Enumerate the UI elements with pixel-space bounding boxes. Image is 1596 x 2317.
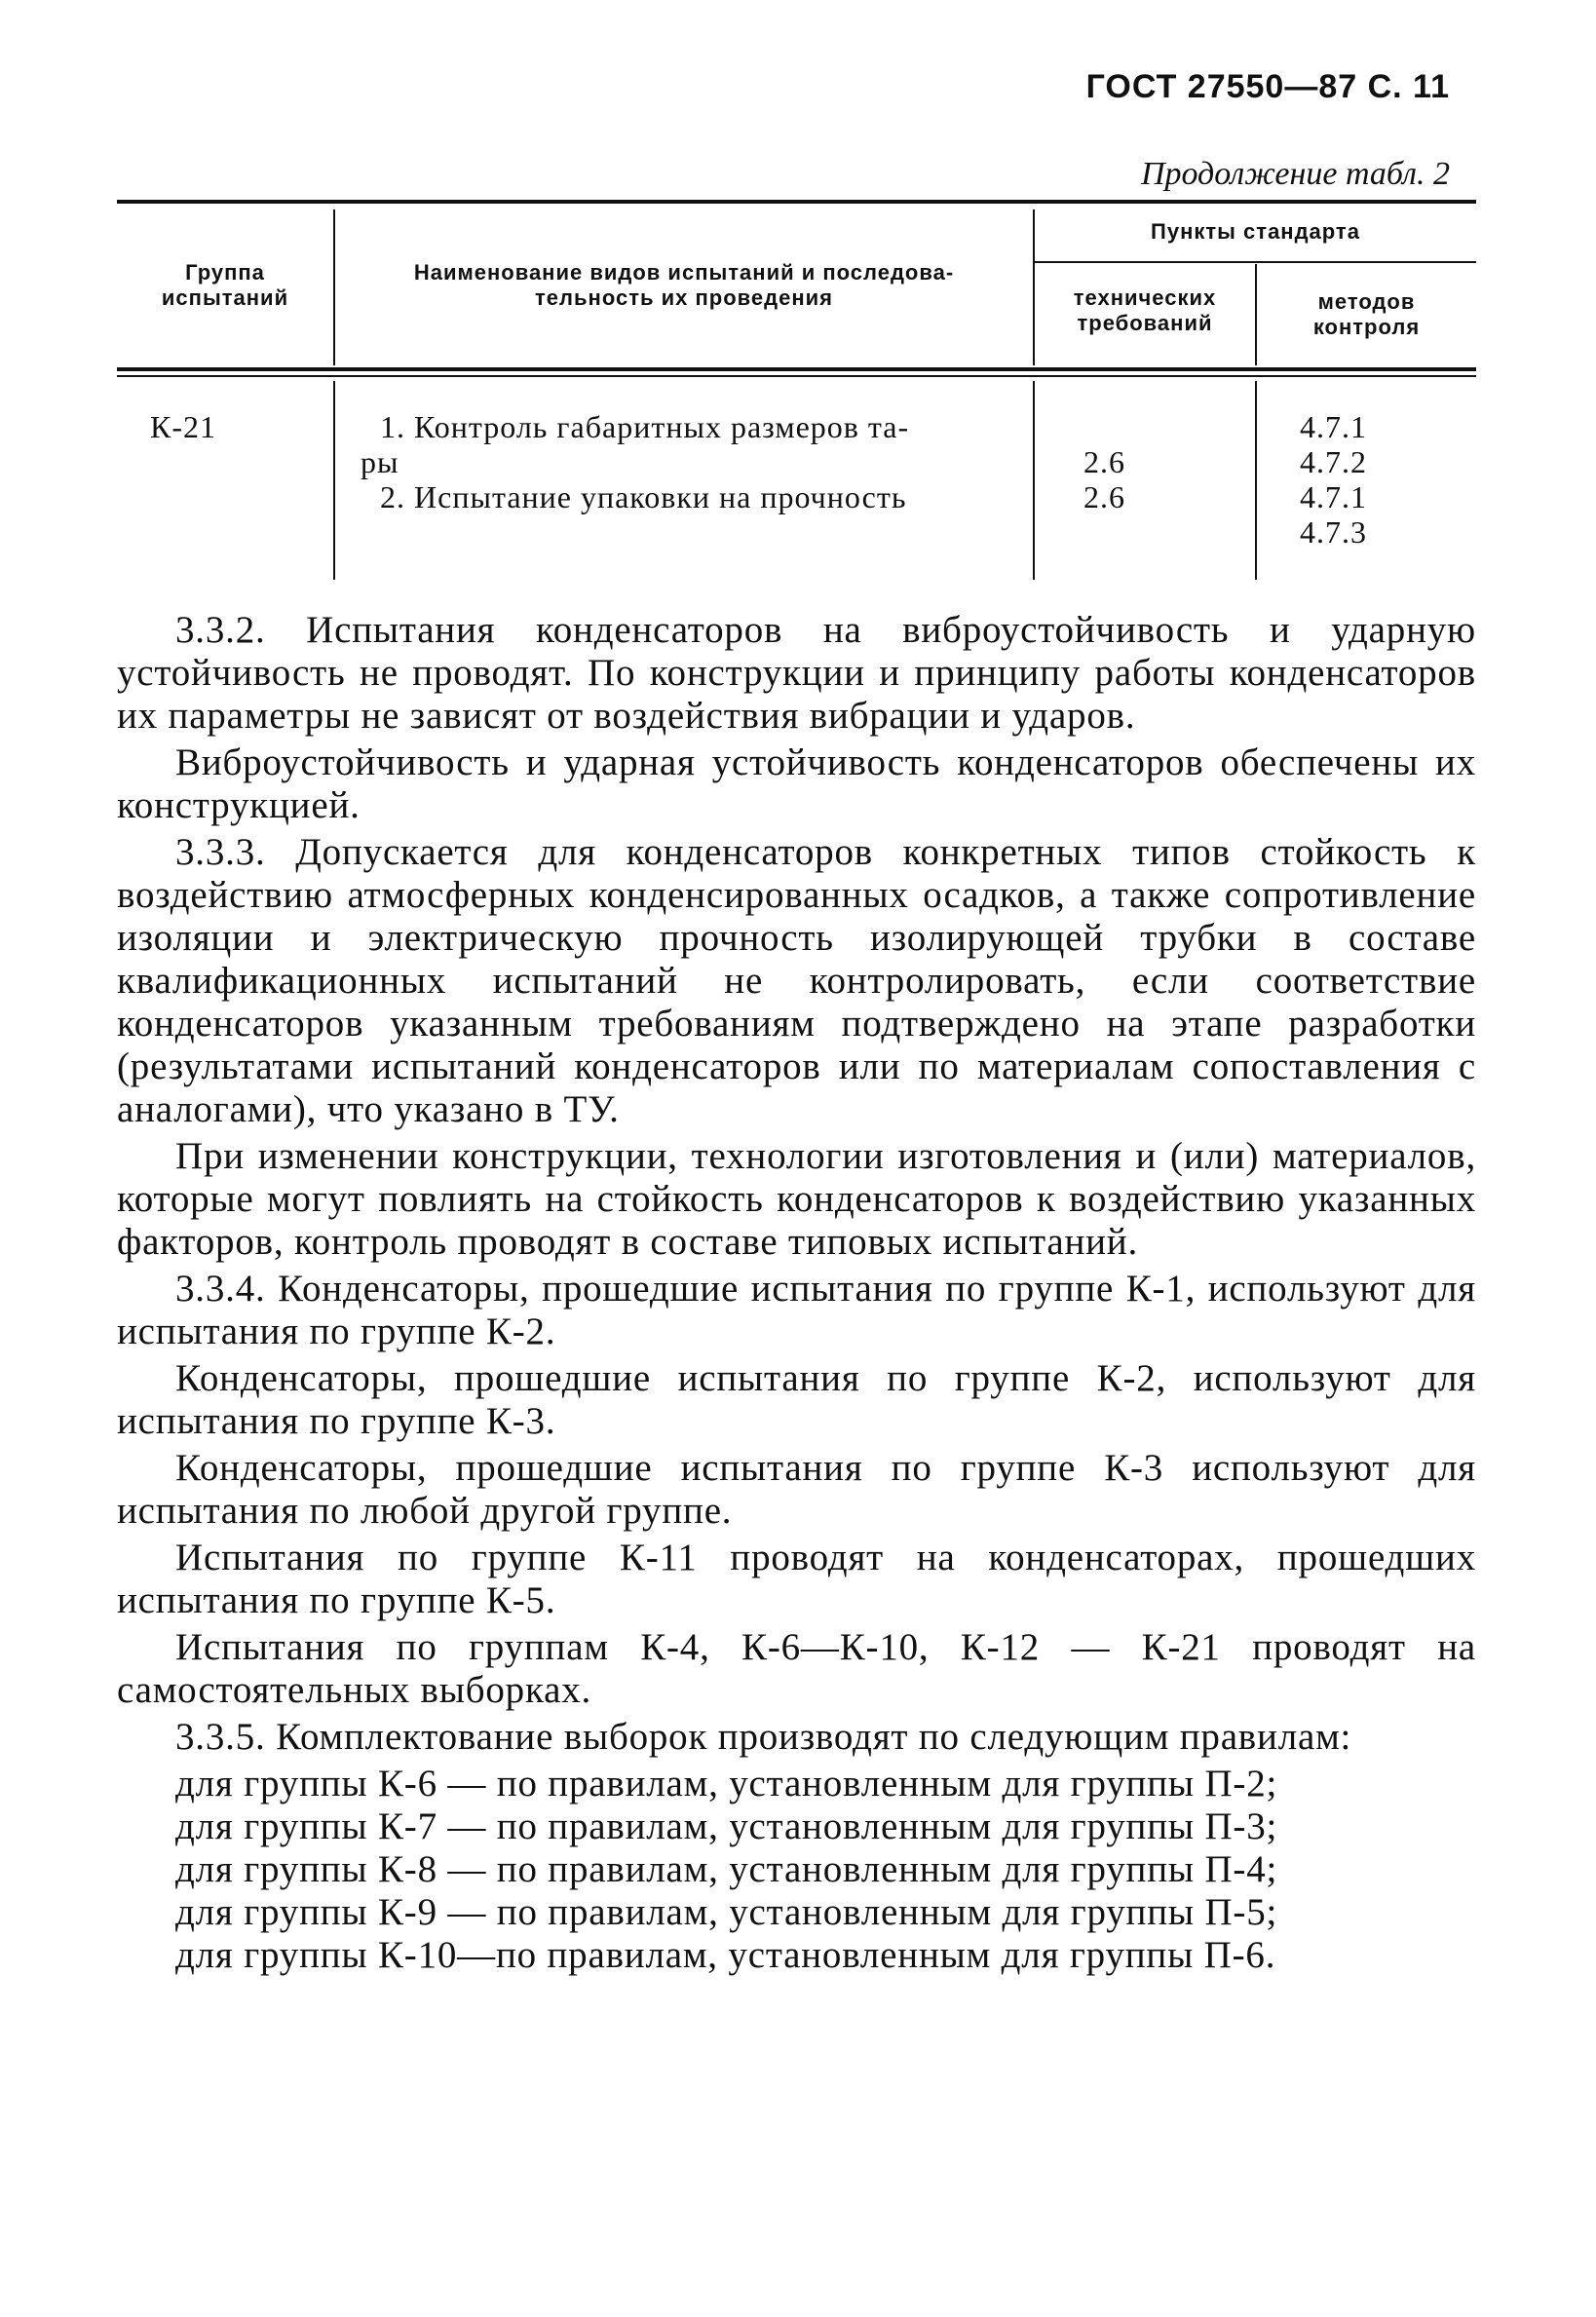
rule-k6: для группы К-6 — по правилам, установленным для группы П-2; xyxy=(175,1763,1278,1804)
table-continuation-caption: Продолжение табл. 2 xyxy=(1140,156,1450,192)
header-control-methods: методов контроля xyxy=(1312,289,1421,339)
paragraph-3-3-3: 3.3.3. Допускается для конденсаторов конкретных типов стойкость к воздействию атмосферных конденсированных осадков, а также сопротивление изоляции и электрическую прочность изолирующей трубки в составе квалификационных испытаний не контролировать, если соответствие конденсаторов указанным требованиям подтверждено на этапе разработки (результатами испытаний конденсаторов или по материалам сопоставления с аналогами), что указано в ТУ. xyxy=(117,831,1476,1130)
paragraph-3-3-2: 3.3.2. Испытания конденсаторов на виброустойчивость и ударную устойчивость не проводят. По конструкции и принципу работы конденсаторов их параметры не зависят от воздействия вибрации и ударов. xyxy=(117,609,1476,737)
rule-k9: для группы К-9 — по правилам, установленным для группы П-5; xyxy=(175,1891,1278,1933)
row-test-items xyxy=(361,409,910,514)
subheader-rule xyxy=(1033,261,1476,263)
col-divider-2-body xyxy=(1033,381,1035,580)
header-test-name: Наименование видов испытаний и последова- тельность их проведения xyxy=(413,260,955,310)
paragraph-design-change: При изменении конструкции, технологии изготовления и (или) материалов, которые могут повлиять на стойкость конденсаторов к воздействию указанных факторов, контроль проводят в составе типовых испытаний. xyxy=(117,1135,1476,1263)
table-top-rule xyxy=(117,200,1476,204)
paragraph-vibration: Виброустойчивость и ударная устойчивость конденсаторов обеспечены их конструкцией. xyxy=(117,741,1476,826)
paragraph-3-3-4: 3.3.4. Конденсаторы, прошедшие испытания по группе К-1, используют для испытания по группе К-2. xyxy=(117,1268,1476,1352)
test-item-1: 1. Контроль габаритных размеров та- xyxy=(380,409,910,444)
col-divider-1-body xyxy=(333,381,335,580)
col-divider-3-body xyxy=(1255,381,1257,580)
page-header: ГОСТ 27550—87 С. 11 xyxy=(1085,68,1450,105)
paragraph-k2: Конденсаторы, прошедшие испытания по группе К-2, используют для испытания по группе К-3. xyxy=(117,1357,1476,1442)
paragraph-k11: Испытания по группе К-11 проводят на конденсаторах, прошедших испытания по группе К-5. xyxy=(117,1537,1476,1621)
test-item-1-cont: ры xyxy=(361,444,399,479)
header-tech-requirements: технических требований xyxy=(1073,285,1217,335)
rule-k8: для группы К-8 — по правилам, установленным для группы П-4; xyxy=(175,1848,1278,1890)
paragraph-separate-samples: Испытания по группам К-4, К-6—К-10, К-12 — К-21 проводят на самостоятельных выборках. xyxy=(117,1626,1476,1711)
row-methods: 4.7.1 4.7.2 4.7.1 4.7.3 xyxy=(1300,409,1367,550)
paragraph-3-3-5: 3.3.5. Комплектование выборок производят по следующим правилам: xyxy=(175,1716,1352,1758)
paragraph-k3: Конденсаторы, прошедшие испытания по группе К-3 используют для испытания по любой другой группе. xyxy=(117,1447,1476,1532)
rule-k7: для группы К-7 — по правилам, установленным для группы П-3; xyxy=(175,1805,1278,1847)
header-bottom-rule-2 xyxy=(117,375,1476,377)
row-group: К-21 xyxy=(150,409,216,444)
header-group: Группа испытаний xyxy=(161,260,289,310)
document-body xyxy=(117,609,1476,1977)
header-standard-points: Пункты стандарта xyxy=(1151,219,1360,244)
row-tech: 2.6 2.6 xyxy=(1083,444,1125,514)
rule-k10: для группы К-10—по правилам, установленным для группы П-6. xyxy=(175,1934,1276,1976)
standard-table xyxy=(117,200,1476,580)
test-item-2: 2. Испытание упаковки на прочность xyxy=(380,479,907,514)
header-bottom-rule xyxy=(117,367,1476,371)
